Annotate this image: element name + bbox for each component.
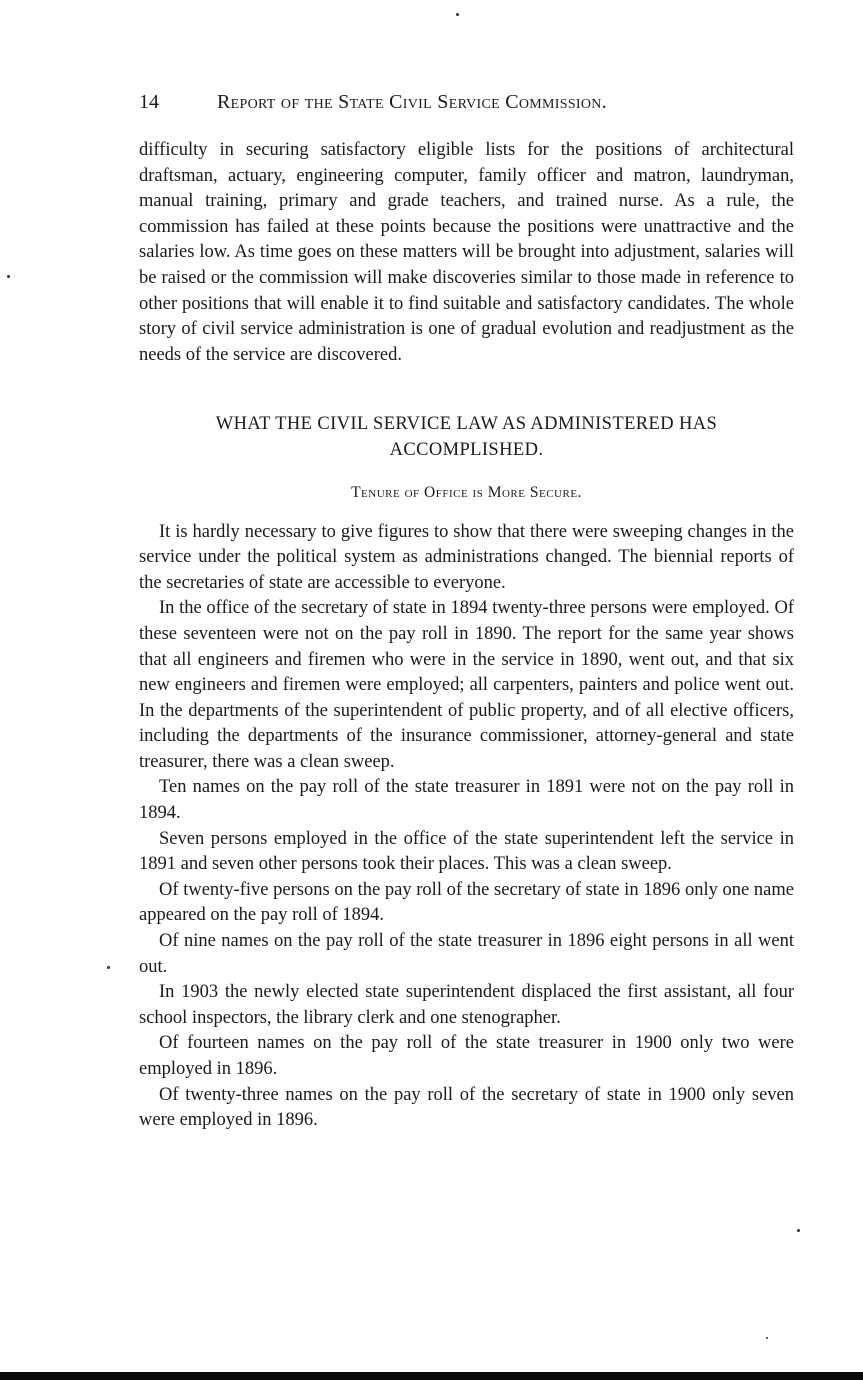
section-heading: WHAT THE CIVIL SERVICE LAW AS ADMINISTERED HAS ACCOMPLISHED. <box>215 414 718 460</box>
body-text <box>139 138 794 1134</box>
scan-speck <box>107 966 110 969</box>
scan-speck <box>456 13 459 16</box>
paragraph: In the office of the secretary of state in 1894 twenty-three persons were employed. Of these seventeen were not on the pay roll in 1890. The report for the same year shows that all engineers and firemen who were in the service in 1890, went out, and that six new engineers and firemen were employed; all carpenters, painters and police went out. In the departments of the superintendent of public property, and of all elective officers, including the departments of the insurance commissioner, attorney-general and state treasurer, there was a clean sweep. <box>139 598 794 772</box>
paragraph: Of nine names on the pay roll of the state treasurer in 1896 eight persons in all went out. <box>139 931 794 977</box>
paragraph: Of twenty-five persons on the pay roll of the secretary of state in 1896 only one name appeared on the pay roll of 1894. <box>139 879 794 926</box>
paragraph: Ten names on the pay roll of the state treasurer in 1891 were not on the pay roll in 1894. <box>139 777 794 824</box>
scan-speck <box>766 1337 768 1339</box>
page-header <box>139 88 799 118</box>
continued-paragraph: difficulty in securing satisfactory eligible lists for the positions of architectural draftsman, actuary, engineering computer, family officer and matron, laundryman, manual training, primary and grade teachers, and trained nurse. As a rule, the commission has failed at these points because the positions were unattractive and the salaries low. As time goes on these matters will be brought into adjustment, salaries will be raised or the commission will make discoveries similar to those made in reference to other positions that will enable it to find suitable and satisfactory candidates. The whole story of civil service administration is one of gradual evolution and readjustment as the needs of the service are discovered. <box>139 140 794 365</box>
page-number: 14 <box>139 91 159 113</box>
paragraph: Seven persons employed in the office of the state superintendent left the service in 1891 and seven other persons took their places. This was a clean sweep. <box>139 828 794 875</box>
scan-speck <box>7 275 10 278</box>
scan-speck <box>797 1229 800 1232</box>
paragraph: Of fourteen names on the pay roll of the state treasurer in 1900 only two were employed in 1896. <box>139 1033 794 1079</box>
running-title: Report of the State Civil Service Commission. <box>217 91 608 113</box>
section-subheading: Tenure of Office is More Secure. <box>351 483 582 501</box>
scan-bottom-edge <box>0 1372 863 1380</box>
paragraph: Of twenty-three names on the pay roll of the secretary of state in 1900 only seven were employed in 1896. <box>139 1084 794 1131</box>
paragraph: It is hardly necessary to give figures to show that there were sweeping changes in the service under the political system as administrations changed. The biennial reports of the secretaries of state are accessible to everyone. <box>139 521 794 593</box>
paragraph: In 1903 the newly elected state superintendent displaced the first assistant, all four school inspectors, the library clerk and one stenographer. <box>139 982 794 1028</box>
